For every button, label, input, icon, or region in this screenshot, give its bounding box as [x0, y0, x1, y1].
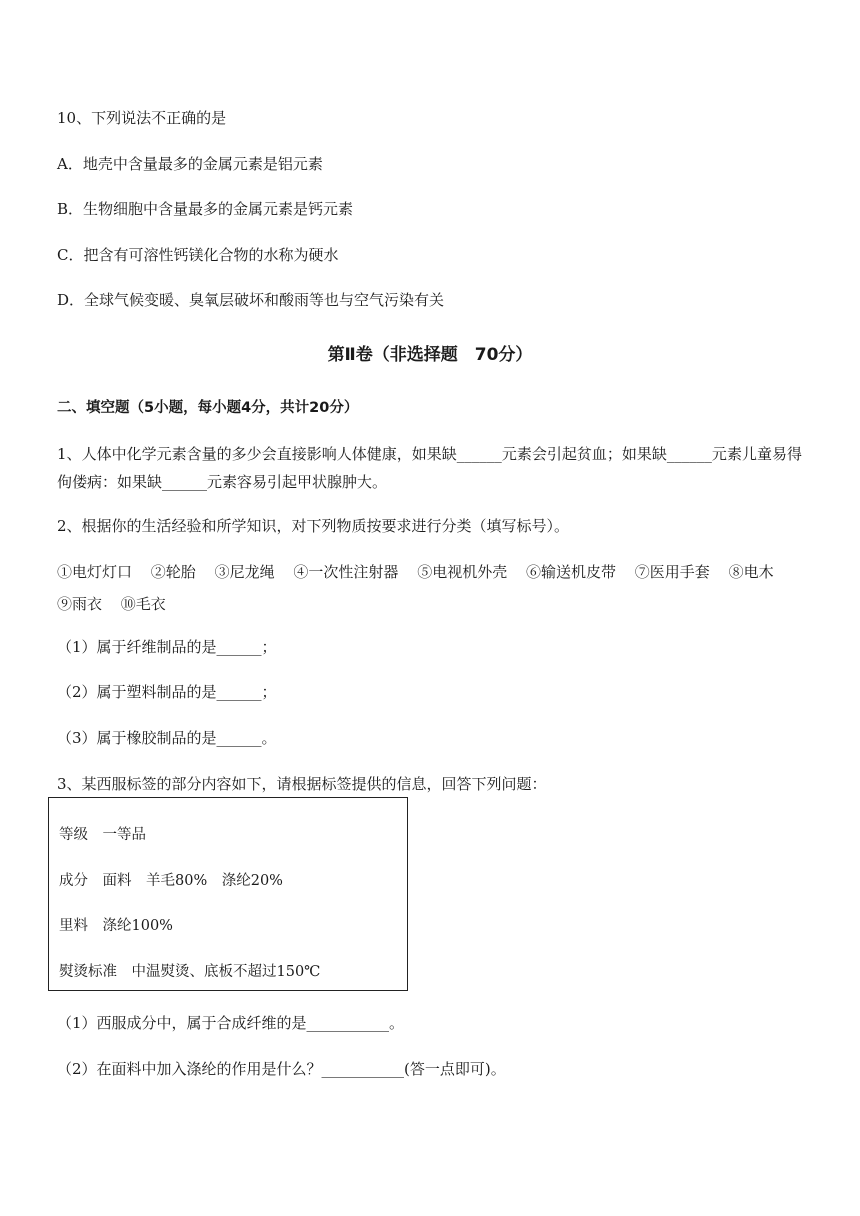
list-item: ⑧电木 — [728, 563, 774, 581]
q10-option-d: D．全球气候变暖、臭氧层破坏和酸雨等也与空气污染有关 — [57, 291, 445, 309]
label-row-lining: 里料 涤纶100% — [59, 918, 173, 934]
list-item: ②轮胎 — [150, 563, 196, 581]
fill3-stem: 3、某西服标签的部分内容如下，请根据标签提供的信息，回答下列问题： — [57, 775, 547, 793]
list-item: ①电灯灯口 — [57, 563, 133, 581]
list-item: ⑥输送机皮带 — [525, 563, 616, 581]
label-row-grade: 等级 一等品 — [59, 827, 146, 843]
q10-option-b: B．生物细胞中含量最多的金属元素是钙元素 — [57, 200, 354, 218]
fill3-sub-2: （2）在面料中加入涤纶的作用是什么？___________(答一点即可)。 — [57, 1060, 506, 1078]
fill3-sub-1: （1）西服成分中，属于合成纤维的是___________。 — [57, 1014, 405, 1032]
list-item: ④一次性注射器 — [293, 563, 399, 581]
label-row-composition: 成分 面料 羊毛80% 涤纶20% — [59, 873, 283, 889]
fill2-sub-1: （1）属于纤维制品的是______； — [57, 638, 277, 656]
list-item: ⑦医用手套 — [634, 563, 710, 581]
q10-stem: 10、下列说法不正确的是 — [57, 109, 227, 127]
list-item: ⑨雨衣 — [57, 595, 103, 613]
fill2-item-list — [57, 556, 802, 620]
fill2-stem: 2、根据你的生活经验和所学知识，对下列物质按要求进行分类（填写标号）。 — [57, 517, 570, 535]
label-row-ironing: 熨烫标准 中温熨烫、底板不超过150℃ — [59, 964, 321, 980]
q10-option-a: A．地壳中含量最多的金属元素是铝元素 — [57, 155, 323, 173]
list-item: ⑩毛衣 — [120, 595, 166, 613]
list-item: ⑤电视机外壳 — [417, 563, 508, 581]
fill1-text: 1、人体中化学元素含量的多少会直接影响人体健康，如果缺______元素会引起贫血；如果缺______元素儿童易得佝偻病：如果缺______元素容易引起甲状腺肿大。 — [57, 445, 802, 491]
fill2-sub-3: （3）属于橡胶制品的是______。 — [57, 729, 277, 747]
list-item: ③尼龙绳 — [214, 563, 275, 581]
fill2-sub-2: （2）属于塑料制品的是______； — [57, 683, 277, 701]
garment-label-box — [48, 797, 408, 991]
q10-option-c: C．把含有可溶性钙镁化合物的水称为硬水 — [57, 246, 339, 264]
part2-title: 第Ⅱ卷（非选择题 70分） — [327, 345, 533, 365]
section-heading: 二、填空题（5小题，每小题4分，共计20分） — [57, 400, 359, 416]
